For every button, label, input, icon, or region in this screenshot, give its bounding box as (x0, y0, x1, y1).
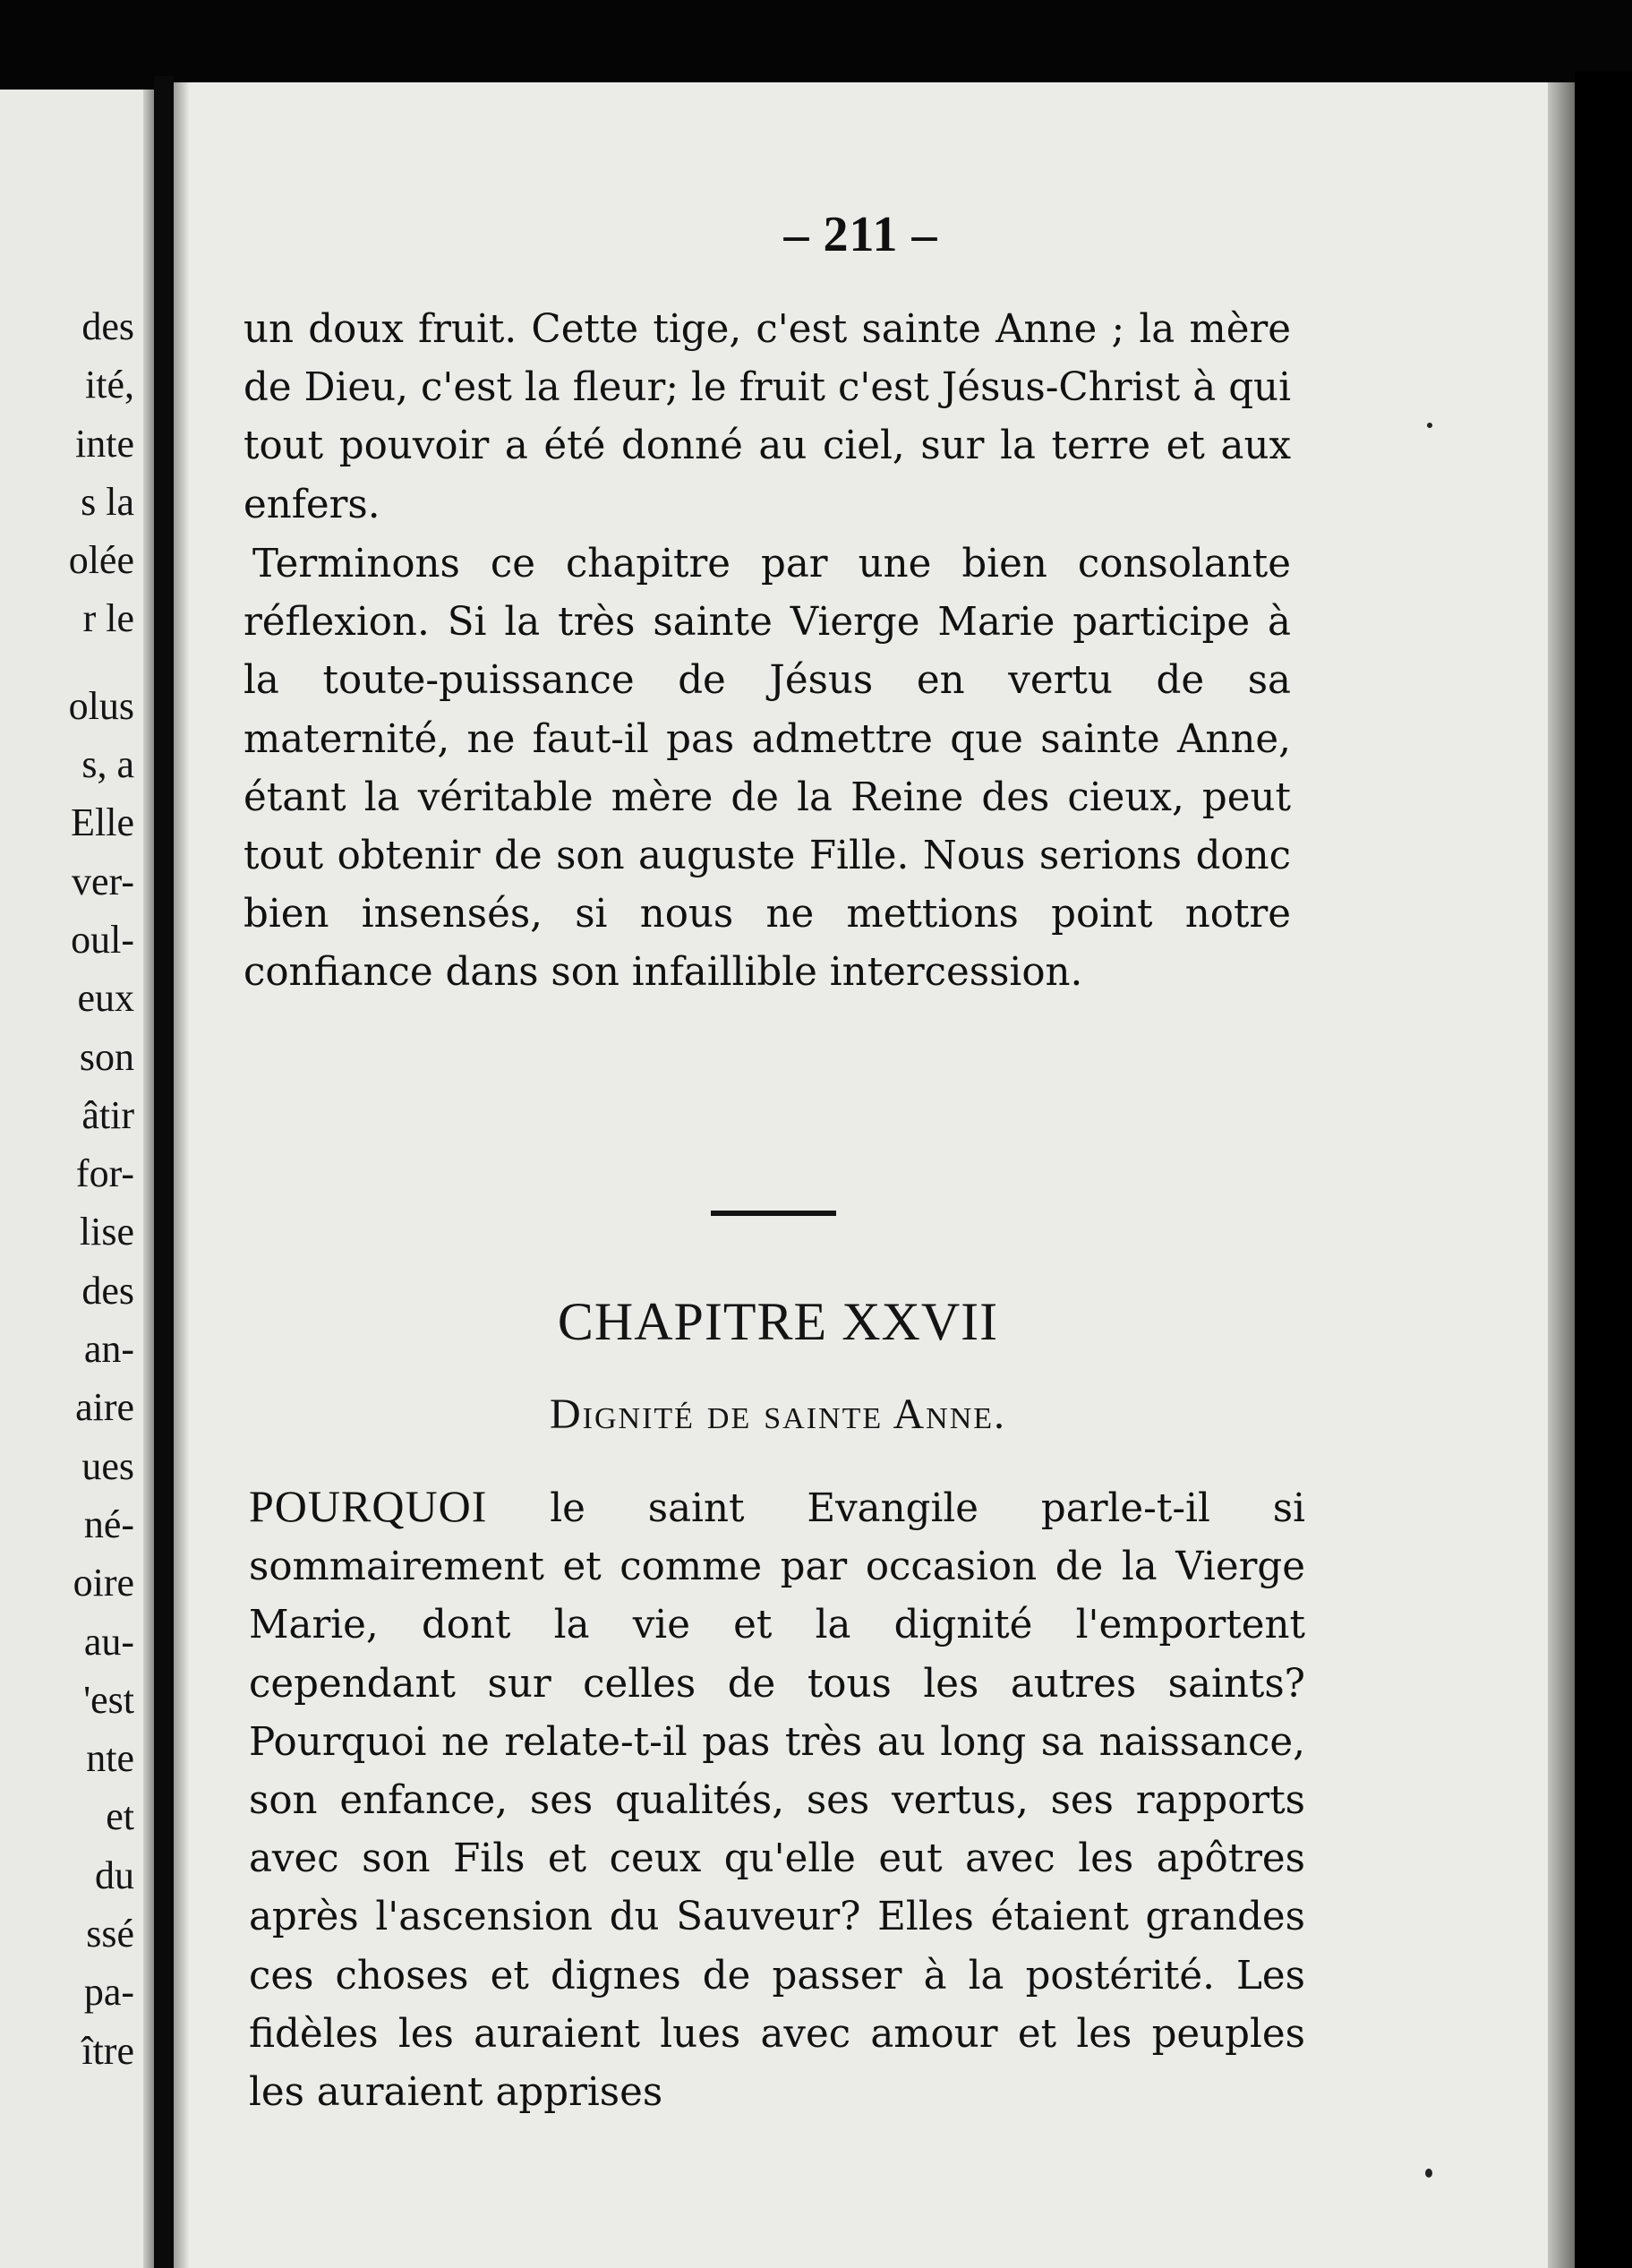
left-page-line-fragment: s la (81, 479, 134, 524)
left-page-line-fragment: des (81, 304, 134, 348)
left-page-line-fragment: an- (83, 1327, 134, 1372)
left-page-line-fragment: Elle (71, 800, 134, 845)
left-page-line-fragment: et (106, 1794, 134, 1839)
left-page-line-fragment: for- (75, 1151, 134, 1196)
scan-border (1575, 72, 1632, 2268)
left-page-line-fragment: oul- (71, 917, 134, 962)
left-page-line-fragment: ître (81, 2028, 134, 2073)
chapter-subtitle: Dignité de sainte Anne. (549, 1391, 1007, 1438)
paragraph-1-text: un doux fruit. Cette tige, c'est sainte Anne ; la mère de Dieu, c'est la fleur; le fruit c'est Jésus-Christ à qui tout pouvoir a été donné au ciel, sur la terre et aux enfers. (244, 307, 1291, 527)
book-gutter (154, 76, 174, 2268)
scan-speck (1427, 423, 1432, 428)
left-page-gutter-shadow (143, 90, 154, 2268)
left-page-line-fragment: ver- (72, 859, 134, 903)
left-page-line-fragment: inte (75, 421, 134, 466)
chapter-opening-paragraph (249, 1477, 1305, 2122)
left-page-line-fragment: oire (73, 1561, 134, 1605)
left-page-line-fragment: ité, (85, 363, 134, 407)
page-number: – 211 – (783, 207, 938, 262)
opening-capital-word: POURQUOI (249, 1481, 488, 1531)
left-page-line-fragment (0, 648, 134, 677)
left-page-line-fragment: âtir (81, 1092, 134, 1137)
left-page-line-fragment: r le (82, 596, 134, 641)
left-page-line-fragment: au- (83, 1619, 134, 1664)
section-divider-rule (711, 1211, 836, 1216)
left-page-line-fragment: eux (77, 976, 134, 1021)
paragraph-2-text: Terminons ce chapitre par une bien consolante réflexion. Si la très sainte Vierge Marie participe à la toute-puissance de Jésus en vertu de sa maternité, ne faut-il pas admettre que sainte Anne, étant la véritable mère de la Reine des cieux, peut tout obtenir de son auguste Fille. Nous serions donc bien insensés, si nous ne mettions point notre confiance dans son infaillible intercession. (244, 542, 1291, 996)
scan-speck (1425, 2169, 1432, 2178)
paragraph-3 (249, 1477, 1305, 2122)
right-page-shadow (174, 82, 190, 2268)
paragraph-3-text: le saint Evangile parle-t-il si sommairement et comme par occasion de la Vierge Marie, dont la vie et la dignité l'emportent cependant sur celles de tous les autres saints? Pourquoi ne relate-t-il pas très au long sa naissance, son enfance, ses qualités, ses vertus, ses rapports avec son Fils et ceux qu'elle eut avec les apôtres après l'ascension du Sauveur? Elles étaient grandes ces choses et dignes de passer à la postérité. Les fidèles les auraient lues avec amour et les peuples les auraient apprises (249, 1486, 1305, 2116)
left-page-line-fragment: nte (86, 1736, 134, 1781)
left-page-line-fragment: olus (68, 683, 134, 728)
left-page-line-fragment: ssé (86, 1912, 134, 1956)
left-page-text-fragments (0, 297, 134, 2080)
left-page-line-fragment: du (95, 1853, 134, 1897)
left-page-line-fragment: 'est (83, 1677, 134, 1722)
left-facing-page (0, 90, 154, 2268)
left-page-line-fragment: né- (83, 1502, 134, 1546)
left-page-line-fragment: pa- (83, 1970, 134, 2015)
left-page-line-fragment: aire (75, 1385, 134, 1430)
right-page-edge (1548, 82, 1575, 2268)
left-page-line-fragment: des (81, 1268, 134, 1313)
left-page-line-fragment: ues (81, 1443, 134, 1488)
left-page-line-fragment: lise (79, 1210, 134, 1254)
left-page-line-fragment: olée (68, 538, 134, 583)
chapter-title: CHAPITRE XXVII (557, 1292, 999, 1351)
left-page-line-fragment: son (79, 1034, 134, 1079)
right-page (174, 82, 1548, 2268)
paragraph-reflection (244, 535, 1291, 1003)
left-page-line-fragment: s, a (81, 742, 134, 787)
paragraph-continuation (244, 301, 1291, 535)
